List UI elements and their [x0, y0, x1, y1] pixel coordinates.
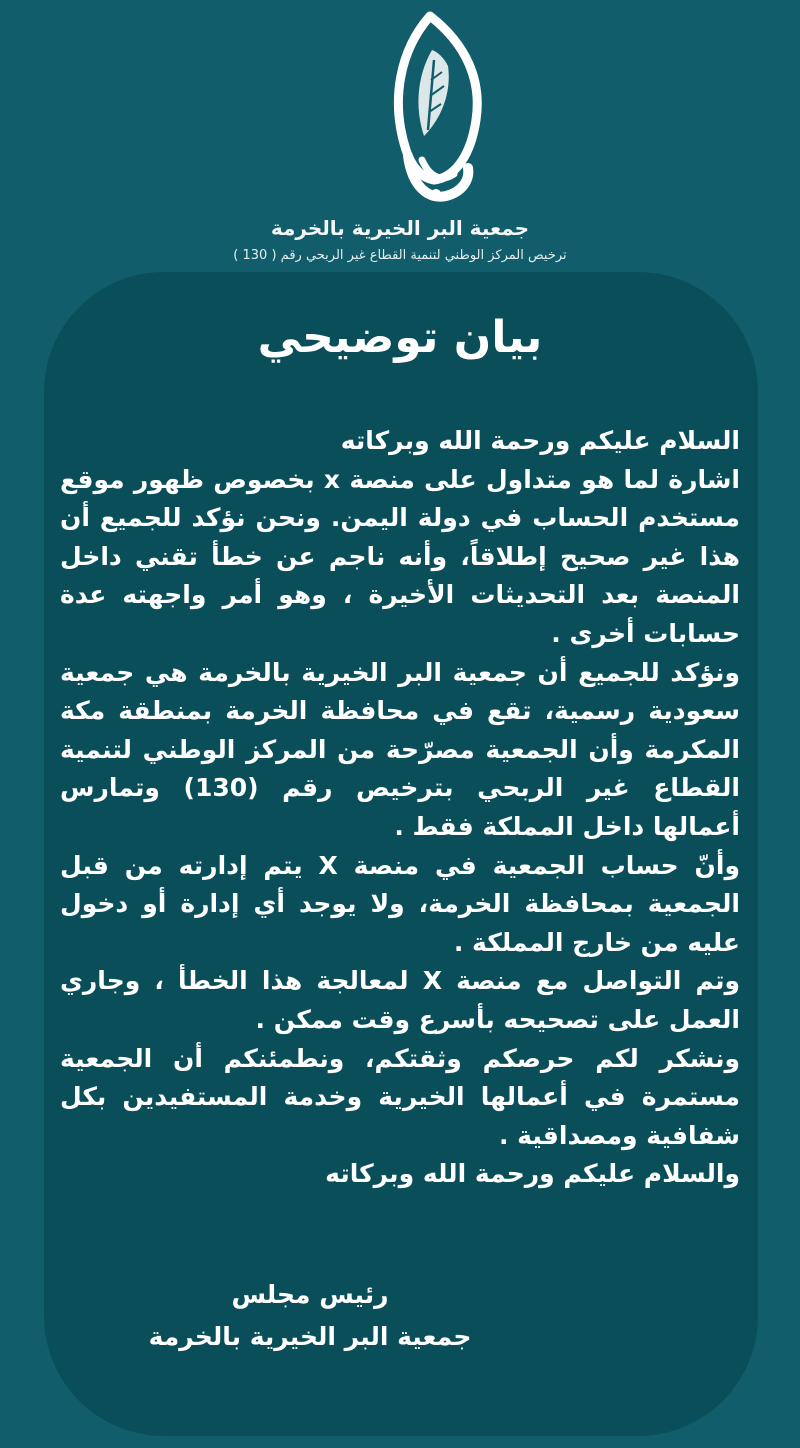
license-line: ترخيص المركز الوطني لتنمية القطاع غير الربحي رقم ( 130 ) [233, 248, 567, 263]
signature-role: رئيس مجلس [231, 1280, 389, 1309]
greeting-paragraph: السلام عليكم ورحمة الله وبركاته [340, 426, 740, 455]
statement-paragraph: ونؤكد للجميع أن جمعية البر الخيرية بالخرمة هي جمعية سعودية رسمية، تقع في محافظة الخرمة بمنطقة مكة المكرمة وأن الجمعية مصرّحة من المركز الوطني لتنمية القطاع غير الربحي بترخيص رقم (130) وتمارس أعمالها داخل المملكة فقط . [60, 657, 741, 841]
organization-name: جمعية البر الخيرية بالخرمة [270, 216, 530, 240]
signature-block [60, 1274, 560, 1358]
statement-paragraph: وتم التواصل مع منصة X لمعالجة هذا الخطأ ، وجاري العمل على تصحيحه بأسرع وقت ممكن . [60, 966, 740, 1034]
statement-paragraph: وأنّ حساب الجمعية في منصة X يتم إدارته من قبل الجمعية بمحافظة الخرمة، ولا يوجد أي إدارة أو دخول عليه من خارج المملكة . [60, 850, 740, 957]
statement-paragraph: ونشكر لكم حرصكم وثقتكم، ونطمئنكم أن الجمعية مستمرة في أعمالها الخيرية وخدمة المستفيدين بكل شفافية ومصداقية . [60, 1043, 740, 1150]
closing-paragraph: والسلام عليكم ورحمة الله وبركاته [325, 1159, 740, 1189]
statement-body [60, 422, 740, 1194]
statement-title: بيان توضيحي [257, 312, 543, 363]
statement-paragraph: اشارة لما هو متداول على منصة x بخصوص ظهور موقع مستخدم الحساب في دولة اليمن. ونحن نؤكد للجميع أن هذا غير صحيح إطلاقاً، وأنه ناجم عن خطأ تقني داخل المنصة بعد التحديثات الأخيرة ، وهو أمر واجهته عدة حسابات أخرى . [60, 464, 740, 648]
leaf-logo-icon [378, 10, 488, 210]
signature-org: جمعية البر الخيرية بالخرمة [148, 1322, 472, 1351]
